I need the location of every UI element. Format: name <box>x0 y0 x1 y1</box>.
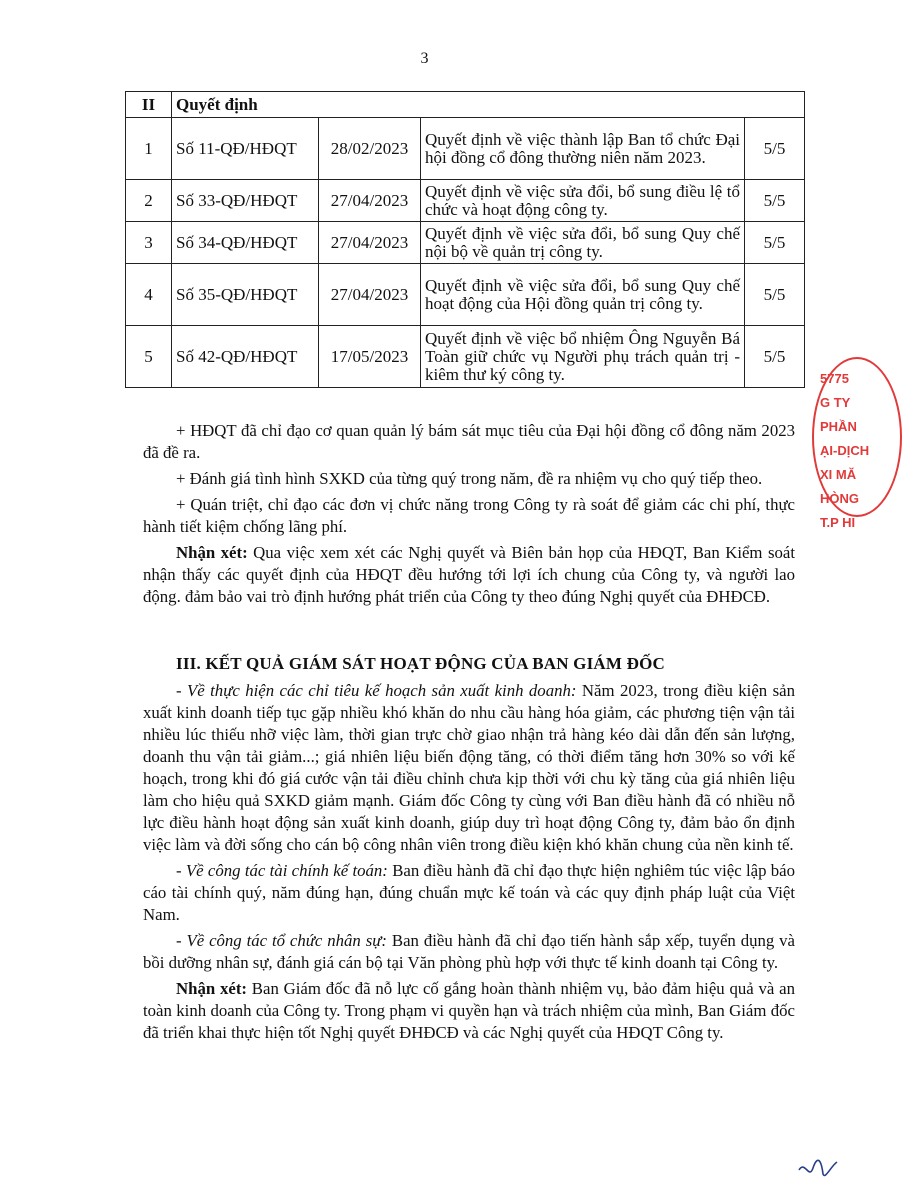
finance-text: Ban điều hành đã chỉ đạo thực hiện nghiêm túc việc lập báo cáo tài chính quý, năm đúng hạn, đúng chuẩn mực kế toán và các quy định pháp luật của Việt Nam. <box>143 861 796 924</box>
hr-paragraph <box>143 930 795 974</box>
decision-content: Quyết định về việc sửa đổi, bổ sung Quy chế nội bộ về quản trị công ty. <box>421 222 745 264</box>
decision-content: Quyết định về việc sửa đổi, bổ sung điều lệ tổ chức và hoạt động công ty. <box>421 180 745 222</box>
row-stt: 2 <box>126 180 172 222</box>
bullet-item: + HĐQT đã chỉ đạo cơ quan quản lý bám sát mục tiêu của Đại hội đồng cổ đông năm 2023 đã đề ra. <box>143 421 795 462</box>
decision-number: Số 11-QĐ/HĐQT <box>172 118 319 180</box>
row-stt: 4 <box>126 264 172 326</box>
stamp-line: ẠI-DỊCH <box>820 443 870 458</box>
section-title: Quyết định <box>172 92 805 118</box>
decision-content: Quyết định về việc sửa đổi, bổ sung Quy chế hoạt động của Hội đồng quản trị công ty. <box>421 264 745 326</box>
vote-result: 5/5 <box>745 222 805 264</box>
decisions-table <box>125 91 805 388</box>
remark-label: Nhận xét: <box>176 979 247 998</box>
table-row <box>126 118 805 180</box>
vote-result: 5/5 <box>745 180 805 222</box>
hr-text: Ban điều hành đã chỉ đạo tiến hành sắp xếp, tuyển dụng và bồi dưỡng nhân sự, đánh giá cán bộ tại Văn phòng phù hợp với thực tế kinh doanh tại Công ty. <box>143 931 795 972</box>
bullet-item: + Quán triệt, chỉ đạo các đơn vị chức năng trong Công ty rà soát để giảm các chi phí, thực hành tiết kiệm chống lãng phí. <box>143 495 795 536</box>
plan-label: - Về thực hiện các chỉ tiêu kế hoạch sản xuất kinh doanh: <box>176 681 577 700</box>
remark-text: Ban Giám đốc đã nỗ lực cố gắng hoàn thành nhiệm vụ, bảo đảm hiệu quả và an toàn kinh doanh của Công ty. Trong phạm vi quyền hạn và trách nhiệm của mình, Ban Giám đốc đã triển khai thực hiện tốt Nghị quyết ĐHĐCĐ và các Nghị quyết của HĐQT Công ty. <box>143 979 795 1042</box>
section-heading: III. KẾT QUẢ GIÁM SÁT HOẠT ĐỘNG CỦA BAN GIÁM ĐỐC <box>176 654 665 673</box>
remark-paragraph <box>143 978 795 1044</box>
page-number: 3 <box>420 50 429 67</box>
remark-paragraph <box>143 542 795 608</box>
section-roman: II <box>126 92 172 118</box>
stamp-line: 5775 <box>820 371 849 386</box>
decision-number: Số 33-QĐ/HĐQT <box>172 180 319 222</box>
table-header-row <box>126 92 805 118</box>
row-stt: 5 <box>126 326 172 388</box>
vote-result: 5/5 <box>745 264 805 326</box>
bullet-list <box>143 420 795 608</box>
table-row <box>126 222 805 264</box>
company-stamp <box>812 357 902 530</box>
decision-content: Quyết định về việc bổ nhiệm Ông Nguyễn Bá Toàn giữ chức vụ Người phụ trách quản trị - kiêm thư ký công ty. <box>421 326 745 388</box>
plan-text: Năm 2023, trong điều kiện sản xuất kinh doanh tiếp tục gặp nhiều khó khăn do nhu cầu hàng hóa giảm, các phương tiện vận tải nhiều lúc thiếu nhỡ việc làm, thời gian trực chờ giao nhận trả hàng kéo dài dẫn đến sản lượng, doanh thu vận tải giảm...; giá nhiên liệu biến động tăng, có thời điểm tăng hơn 30% so với kế hoạch, trong khi đó giá cước vận tải điều chỉnh chưa kịp thời với chu kỳ tăng của giá nhiên liệu làm cho hiệu quả SXKD giảm mạnh. Giám đốc Công ty cùng với Ban điều hành đã có nhiều nỗ lực điều hành hoạt động sản xuất kinh doanh, giúp duy trì hoạt động Công ty, đảm bảo ổn định việc làm và đời sống cho cán bộ công nhân viên trong điều kiện khó khăn chung của nền kinh tế. <box>143 681 795 854</box>
section-body <box>143 680 795 1044</box>
vote-result: 5/5 <box>745 118 805 180</box>
table-row <box>126 264 805 326</box>
vote-result: 5/5 <box>745 326 805 388</box>
stamp-line: T.P HI <box>820 515 856 530</box>
table-row <box>126 180 805 222</box>
decision-number: Số 35-QĐ/HĐQT <box>172 264 319 326</box>
row-stt: 3 <box>126 222 172 264</box>
remark-label: Nhận xét: <box>176 543 248 562</box>
signature-mark <box>795 1150 840 1195</box>
stamp-line: HÒNG <box>820 491 859 506</box>
decision-content: Quyết định về việc thành lập Ban tổ chức Đại hội đồng cổ đông thường niên năm 2023. <box>421 118 745 180</box>
hr-label: - Về công tác tổ chức nhân sự: <box>176 931 387 950</box>
bullet-item: + Đánh giá tình hình SXKD của từng quý trong năm, đề ra nhiệm vụ cho quý tiếp theo. <box>176 469 763 488</box>
stamp-line: PHẦN <box>820 419 857 434</box>
table-row <box>126 326 805 388</box>
decision-date: 27/04/2023 <box>319 222 421 264</box>
decision-date: 17/05/2023 <box>319 326 421 388</box>
finance-label: - Về công tác tài chính kế toán: <box>176 861 388 880</box>
decision-date: 27/04/2023 <box>319 180 421 222</box>
decision-date: 28/02/2023 <box>319 118 421 180</box>
plan-paragraph <box>143 680 795 856</box>
decision-number: Số 42-QĐ/HĐQT <box>172 326 319 388</box>
decision-number: Số 34-QĐ/HĐQT <box>172 222 319 264</box>
stamp-line: G TY <box>820 395 851 410</box>
remark-text: Qua việc xem xét các Nghị quyết và Biên bản họp của HĐQT, Ban Kiểm soát nhận thấy các quyết định của HĐQT đều hướng tới lợi ích chung của Công ty, và người lao động. đảm bảo vai trò định hướng phát triển của Công ty theo đúng Nghị quyết của ĐHĐCĐ. <box>143 543 796 606</box>
row-stt: 1 <box>126 118 172 180</box>
decision-date: 27/04/2023 <box>319 264 421 326</box>
stamp-line: XI MĂ <box>820 467 857 482</box>
finance-paragraph <box>143 860 795 926</box>
